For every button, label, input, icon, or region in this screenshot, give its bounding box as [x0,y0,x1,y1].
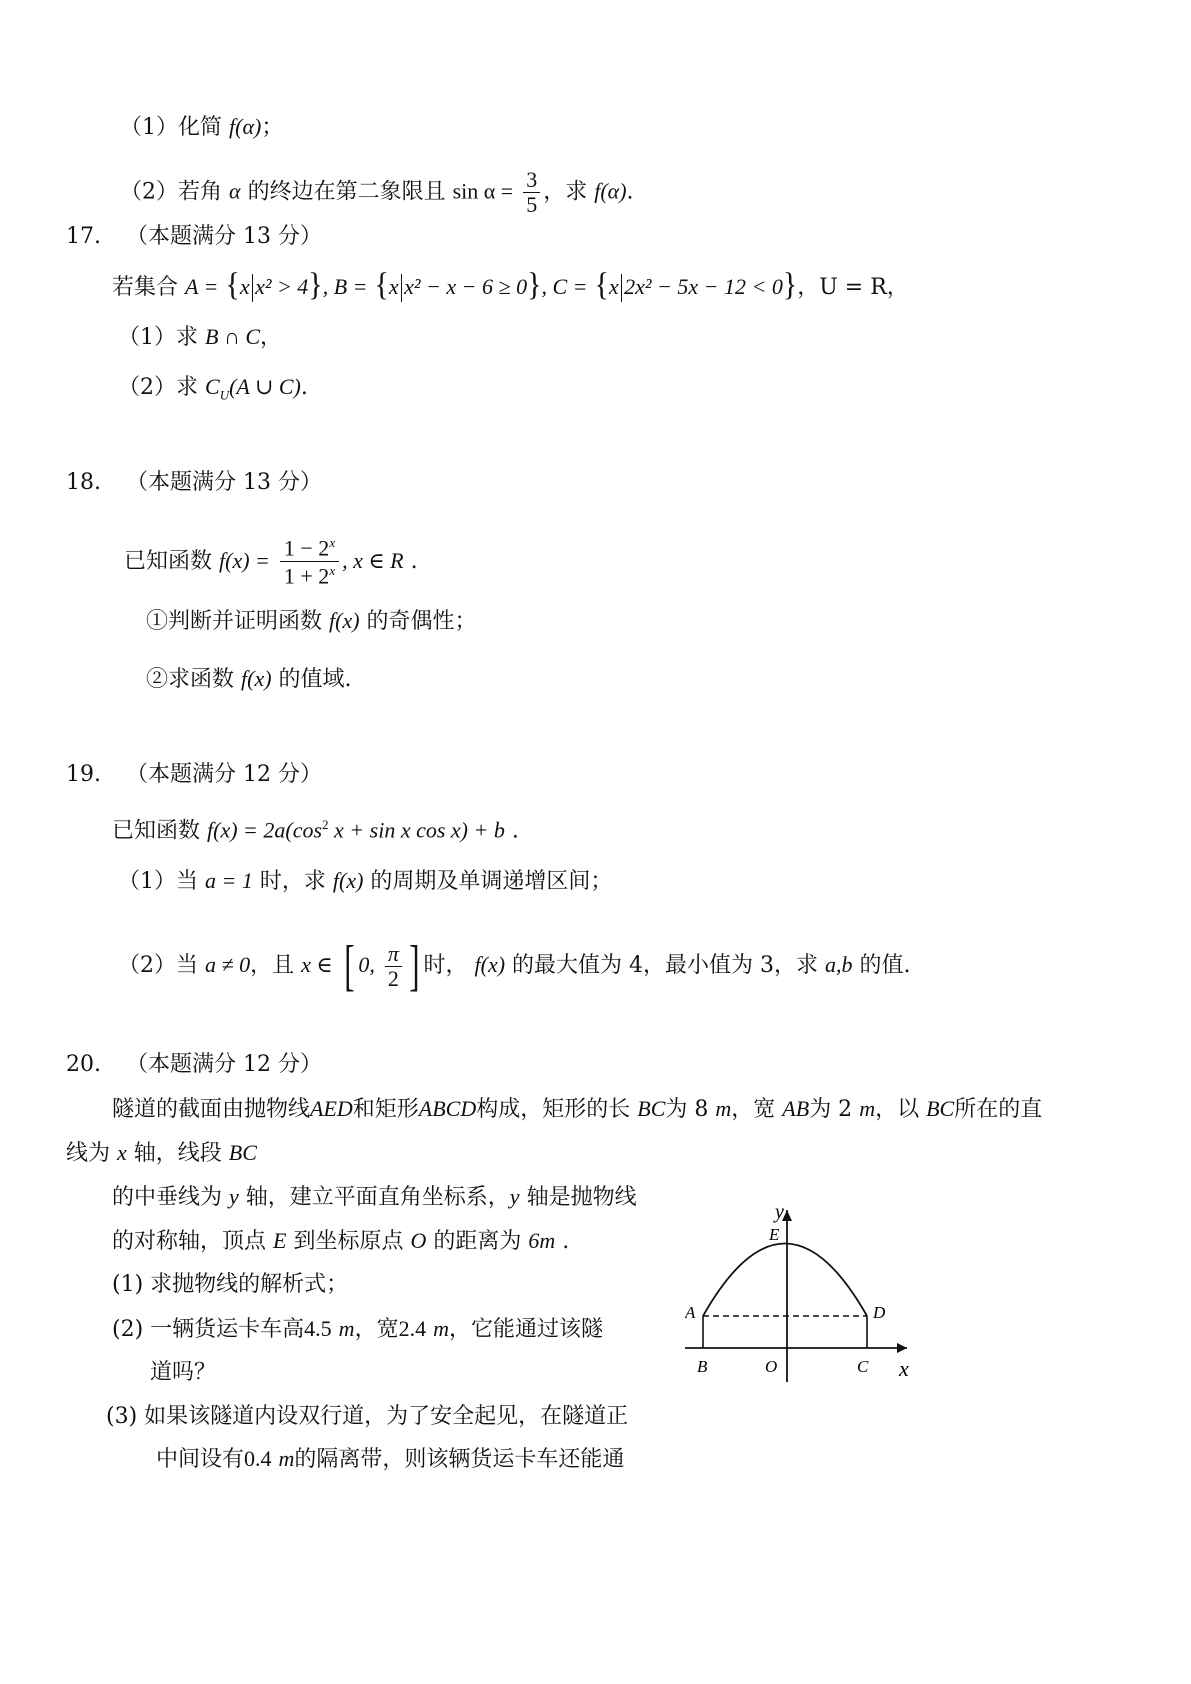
q17-part1 [118,322,282,353]
q20-line1 [112,1094,1042,1125]
q20-l4-end: . [562,1229,570,1254]
set-b-var: x [388,274,399,299]
q17-number: 17. [66,224,101,249]
q16-p2-text-a: （2）若角 [120,179,222,205]
q20-p3-m: m [278,1446,295,1471]
q20-p3-c: 的隔离带，则该辆货运卡车还能通 [294,1447,625,1472]
x-axis-arrow [897,1343,907,1353]
q18-p1-f: f(x) [329,608,360,633]
set-c-lhs: , C = [541,274,588,299]
q19-p2-text-e: 的值. [859,953,911,978]
q18-f-lhs: f(x) = [219,547,270,573]
q19-header [66,760,322,790]
label-c: C [857,1357,869,1376]
q18-p1-text-a: ①判断并证明函数 [146,609,323,634]
q17-part2 [118,372,308,410]
q20-l4-a: 的对称轴，顶点 [112,1229,267,1254]
q20-l3-a: 的中垂线为 [112,1185,223,1210]
q20-p2-b: ，宽 [354,1317,399,1342]
parabola-aed [703,1244,867,1317]
q18-p2-text-a: ②求函数 [146,667,235,692]
q20-l1-m2: m [859,1096,876,1121]
q20-l4-val: 6m [528,1228,556,1253]
q20-line2 [66,1138,257,1169]
q18-p1-text-b: 的奇偶性； [366,609,477,634]
q19-p1-text-c: 的周期及单调递增区间； [370,869,613,894]
q20-l4-o: O [410,1228,427,1253]
q20-p2-m1: m [338,1316,355,1341]
q20-line4 [112,1226,569,1257]
q20-l1-c: 构成，矩形的长 [476,1097,631,1122]
q19-p2-two: 2 [387,965,399,991]
q19-p1-text-a: （1）当 [118,869,198,894]
q20-part3-cont [156,1444,624,1475]
label-x: x [899,1356,909,1381]
q20-l3-b: 轴，建立平面直角坐标系， [245,1185,510,1210]
q20-l4-b: 到坐标原点 [293,1229,404,1254]
q17-header [66,222,322,252]
q20-part2-cont [150,1358,216,1388]
q20-part3 [106,1402,628,1432]
set-b-lhs: , B = [322,274,368,299]
q19-end: . [511,818,519,844]
q20-p2-d: 道吗？ [150,1360,217,1385]
label-a: A [685,1303,696,1322]
q19-part2: （2）当 a ≠ 0，且 x ∈ [ 0, $\frac{\pi}{2}$ ] 时， f(x) 的最大值为 4，最小值为 3，求 a,b 的值. [118,935,911,997]
q20-p2-width: 2.4 [398,1316,427,1341]
set-c-condition: 2x² − 5x − 12 < 0 [624,274,783,299]
universe-set: ，U = R， [797,275,909,300]
q19-p2-x: x ∈ [301,952,333,977]
q16-p1-label: （1）化简 [120,115,222,140]
q18-function [124,534,418,590]
q17-sets: 若集合 A = {x x² > 4}, B = {x x² − x − 6 ≥ 0}, C = {x 2x² − 5x − 12 < 0}，U = R， [112,266,909,303]
tunnel-figure [685,1196,925,1386]
q18-score: （本题满分 13 分） [126,470,322,495]
q20-l4-e: E [273,1228,287,1253]
q20-p3-b: 中间设有 [156,1447,245,1472]
q20-l2-bc: BC [228,1140,257,1165]
q20-l1-aed: AED [310,1096,353,1121]
q19-intro: 已知函数 [112,818,201,844]
q18-domain: , x ∈ R [342,547,404,573]
q19-p2-pi: π [385,942,402,967]
q17-p2-subscript: U [219,387,230,403]
q20-part2 [112,1314,603,1345]
q20-l1-g: ，以 [875,1097,920,1122]
q20-l2-b: 轴，线段 [133,1141,222,1166]
q19-p2-condition: a ≠ 0 [205,952,251,977]
q17-p2-union: (A ∪ C) [229,374,301,399]
q20-l1-ab: AB [782,1096,810,1121]
q19-p2-pi-fraction [385,942,402,991]
q18-header [66,468,322,498]
q16-p2-fraction [523,168,540,217]
q20-l1-a: 隧道的截面由抛物线 [112,1097,311,1122]
q20-score: （本题满分 12 分） [126,1052,322,1077]
q17-p2-label: （2）求 [118,375,198,400]
q20-l3-y2: y [509,1184,520,1209]
q17-p2-end: . [300,375,308,400]
q20-p2-a: (2) 一辆货运卡车高 [112,1317,305,1342]
q19-part1 [118,866,612,897]
q16-p2-end: . [626,179,634,205]
q20-l1-f: 为 2 [809,1097,853,1122]
q16-p1-expr: f(α) [229,114,262,139]
q16-p2-sin: sin α = [452,178,514,204]
q16-p2-numerator: 3 [523,168,540,193]
q20-p3-val: 0.4 [244,1446,272,1471]
set-a-var: x [239,274,250,299]
label-y: y [775,1201,784,1223]
q16-p2-text-b: 的终边在第二象限且 [247,179,446,205]
q20-line3 [112,1182,637,1213]
q20-part1 [112,1270,348,1300]
q19-p1-text-b: 时，求 [259,869,326,894]
q18-denominator: 1 + 2 [283,563,330,589]
q19-p2-f: f(x) [474,952,506,977]
q16-p2-text-c: ，求 [543,179,588,205]
q20-l1-abcd: ABCD [418,1096,477,1121]
label-d: D [873,1303,886,1322]
q17-intro: 若集合 [112,275,179,300]
q19-f-expr: f(x) = 2a(cos [207,817,323,843]
q20-p2-height: 4.5 [304,1316,332,1341]
q20-l1-h: 所在的直 [954,1097,1043,1122]
q20-l1-d: 为 8 [665,1097,709,1122]
set-b-condition: x² − x − 6 ≥ 0 [404,274,528,299]
q20-number: 20. [66,1052,101,1077]
label-o: O [765,1357,778,1376]
q16-p2-alpha: α [229,178,241,204]
q19-p2-text-c: 时， [423,953,468,978]
label-e: E [769,1225,780,1244]
q18-p2-text-b: 的值域. [278,667,352,692]
q20-l2-x: x [117,1140,127,1165]
q20-l3-y: y [229,1184,239,1209]
q19-p2-ab: a,b [825,952,853,977]
q19-p1-f: f(x) [332,868,364,893]
q20-p2-c: ，它能通过该隧 [448,1317,603,1342]
q17-p2-complement: C [205,374,220,399]
q17-p1-end: ， [260,325,283,350]
q20-l1-bc: BC [637,1096,666,1121]
q20-l4-c: 的距离为 [433,1229,522,1254]
q18-numerator: 1 − 2 [283,535,330,561]
q16-p1-end: ； [261,115,284,140]
q19-p2-text-a: （2）当 [118,953,198,978]
q16-part1 [120,112,283,143]
q18-part2 [146,664,352,695]
q20-p3-a: (3) 如果该隧道内设双行道，为了安全起见，在隧道正 [106,1404,629,1429]
q18-num-exponent: x [329,535,336,550]
label-b: B [697,1357,708,1376]
q19-number: 19. [66,762,101,787]
q20-l1-bc2: BC [926,1096,955,1121]
q18-den-exponent: x [329,563,336,579]
q20-l1-b: 和矩形 [352,1097,419,1122]
q20-l1-m1: m [715,1096,732,1121]
set-c-var: x [608,274,619,299]
q20-l2-a: 线为 [66,1141,111,1166]
q18-number: 18. [66,470,101,495]
q18-end: . [410,548,418,574]
q18-intro: 已知函数 [124,548,213,574]
q19-p1-condition: a = 1 [205,868,253,893]
q19-f-rest: x + sin x cos x) + b [328,817,505,843]
q20-l1-e: ，宽 [731,1097,776,1122]
q19-p2-interval-left: 0, [358,952,375,977]
q18-part1 [146,606,477,637]
q19-p2-text-b: ，且 [250,953,295,978]
q17-score: （本题满分 13 分） [126,224,322,249]
q19-function [112,810,519,846]
q20-p2-m2: m [433,1316,449,1341]
q17-p1-label: （1）求 [118,325,198,350]
q18-fraction [280,534,339,590]
q18-p2-f: f(x) [241,666,272,691]
set-a-condition: x² > 4 [255,274,309,299]
q19-score: （本题满分 12 分） [126,762,322,787]
q16-part2 [120,168,634,217]
q20-l3-c: 轴是抛物线 [526,1185,637,1210]
q16-p2-f: f(α) [594,178,627,204]
q16-p2-denominator: 5 [526,192,538,217]
q19-p2-text-d: 的最大值为 4，最小值为 3，求 [512,953,819,978]
q17-p1-expr: B ∩ C [205,324,260,349]
set-a-lhs: A = [185,274,219,299]
q20-header [66,1050,322,1080]
q20-p1-text: (1) 求抛物线的解析式； [112,1272,349,1297]
q19-f-exponent: 2 [322,817,329,832]
